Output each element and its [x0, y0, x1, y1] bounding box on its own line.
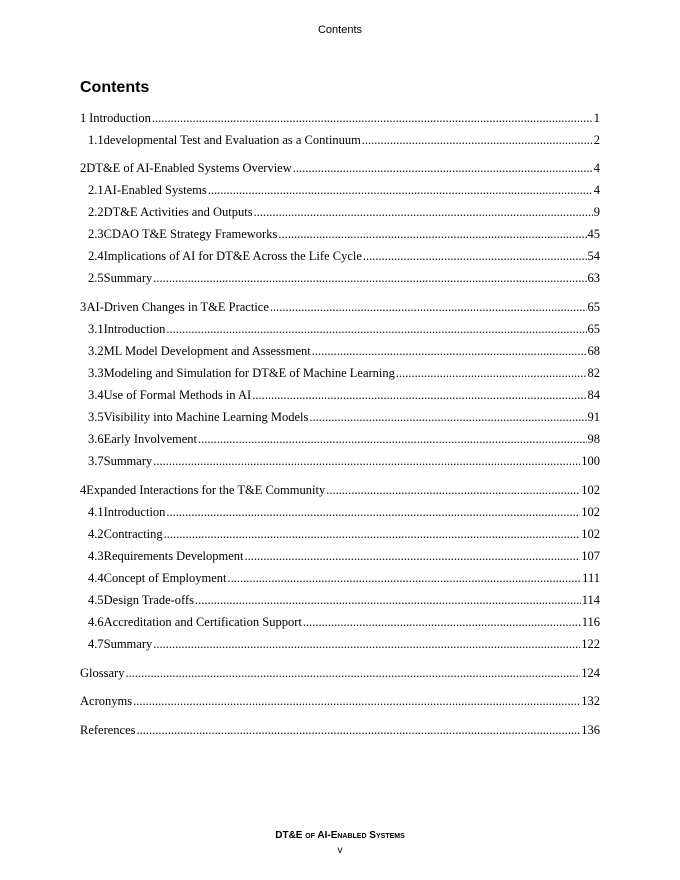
dot-leader [363, 249, 587, 264]
toc-entry-page: 102 [581, 483, 600, 497]
dot-leader [133, 694, 580, 709]
dot-leader [245, 549, 581, 564]
toc-entry-number: 2.1 [88, 183, 104, 197]
toc-entry-number: 3.1 [88, 322, 104, 336]
toc-entry-page: 132 [581, 694, 600, 708]
toc-entry-4-4[interactable] [88, 571, 600, 587]
dot-leader [309, 410, 586, 425]
toc-entry-label: Contracting [103, 527, 163, 541]
toc-entry-3-3[interactable] [88, 366, 600, 382]
toc-entry-2-2[interactable] [88, 205, 600, 221]
dot-leader [293, 161, 593, 176]
toc-entry-number: 2 [80, 161, 87, 175]
toc-entry-2-1[interactable] [88, 183, 600, 199]
toc-entry-page: 9 [593, 205, 600, 219]
toc-entry-label: Summary [103, 637, 153, 651]
toc-entry-number: 3.3 [88, 366, 104, 380]
toc-entry-number: 3.5 [88, 410, 104, 424]
toc-entry-number: 3.4 [88, 388, 104, 402]
toc-entry-3-1[interactable] [88, 322, 600, 338]
dot-leader [153, 271, 586, 286]
toc-entry-page: 102 [581, 527, 600, 541]
toc-entry-page: 82 [587, 366, 600, 380]
toc-entry-page: 4 [593, 161, 600, 175]
toc-entry-label: References [80, 723, 136, 737]
dot-leader [195, 593, 581, 608]
dot-leader [362, 133, 593, 148]
toc-entry-label: DT&E of AI-Enabled Systems Overview [86, 161, 292, 175]
toc-entry-label: Summary [103, 271, 153, 285]
toc-entry-page: 65 [587, 322, 600, 336]
toc-entry-number: 1.1 [88, 133, 104, 147]
toc-entry-label: CDAO T&E Strategy Frameworks [103, 227, 278, 241]
toc-entry-4[interactable] [80, 483, 600, 499]
toc-entry-number: 3.2 [88, 344, 104, 358]
dot-leader [303, 615, 581, 630]
toc-entry-references[interactable] [80, 723, 600, 739]
dot-leader [153, 637, 580, 652]
toc-entry-number: 4.5 [88, 593, 104, 607]
toc-entry-4-5[interactable] [88, 593, 600, 609]
toc-entry-label: developmental Test and Evaluation as a Continuum [103, 133, 361, 147]
dot-leader [153, 454, 580, 469]
toc-entry-glossary[interactable] [80, 666, 600, 682]
toc-entry-number: 4.7 [88, 637, 104, 651]
toc-entry-3-5[interactable] [88, 410, 600, 426]
toc-entry-page: 107 [581, 549, 600, 563]
running-header: Contents [317, 24, 363, 36]
toc-entry-3[interactable] [80, 300, 600, 316]
toc-entry-page: 114 [581, 593, 600, 607]
toc-entry-number: 4.2 [88, 527, 104, 541]
toc-entry-label: Accreditation and Certification Support [103, 615, 302, 629]
toc-entry-page: 54 [587, 249, 600, 263]
toc-entry-label: Implications of AI for DT&E Across the Life Cycle [103, 249, 362, 263]
toc-entry-page: 122 [581, 637, 600, 651]
dot-leader [278, 227, 586, 242]
toc-entry-number: 4.1 [88, 505, 104, 519]
toc-entry-page: 65 [587, 300, 600, 314]
dot-leader [326, 483, 580, 498]
toc-entry-page: 68 [587, 344, 600, 358]
toc-entry-label: Use of Formal Methods in AI [103, 388, 252, 402]
toc-entry-label: Introduction [103, 322, 166, 336]
toc-entry-1-1[interactable] [88, 133, 600, 149]
dot-leader [166, 505, 580, 520]
toc-entry-number: 1 [80, 111, 87, 125]
toc-entry-number: 3 [80, 300, 87, 314]
toc-entry-number: 2.5 [88, 271, 104, 285]
dot-leader [164, 527, 581, 542]
toc-entry-page: 100 [581, 454, 600, 468]
toc-entry-3-4[interactable] [88, 388, 600, 404]
dot-leader [208, 183, 593, 198]
toc-entry-4-1[interactable] [88, 505, 600, 521]
toc-entry-acronyms[interactable] [80, 694, 600, 710]
page-title: Contents [80, 79, 150, 96]
toc-entry-number: 2.4 [88, 249, 104, 263]
page-number: v [337, 845, 343, 856]
toc-entry-3-6[interactable] [88, 432, 600, 448]
toc-entry-number: 4.3 [88, 549, 104, 563]
toc-entry-1[interactable] [80, 111, 600, 127]
toc-entry-number: 4 [80, 483, 87, 497]
toc-entry-number: 3.7 [88, 454, 104, 468]
toc-entry-3-2[interactable] [88, 344, 600, 360]
toc-entry-label: DT&E Activities and Outputs [103, 205, 253, 219]
toc-entry-page: 124 [581, 666, 600, 680]
toc-entry-label: Glossary [80, 666, 125, 680]
dot-leader [254, 205, 593, 220]
toc-entry-page: 91 [587, 410, 600, 424]
toc-entry-label: AI-Driven Changes in T&E Practice [86, 300, 269, 314]
toc-entry-2-4[interactable] [88, 249, 600, 265]
toc-entry-page: 116 [581, 615, 600, 629]
dot-leader [396, 366, 587, 381]
toc-entry-2[interactable] [80, 161, 600, 177]
toc-entry-label: ML Model Development and Assessment [103, 344, 311, 358]
toc-entry-number: 4.6 [88, 615, 104, 629]
dot-leader [312, 344, 587, 359]
toc-entry-number: 2.3 [88, 227, 104, 241]
toc-entry-label: Expanded Interactions for the T&E Community [86, 483, 326, 497]
dot-leader [166, 322, 586, 337]
dot-leader [198, 432, 587, 447]
toc-entry-label: Modeling and Simulation for DT&E of Machine Learning [103, 366, 395, 380]
toc-entry-page: 136 [581, 723, 600, 737]
toc-entry-page: 84 [587, 388, 600, 402]
dot-leader [152, 111, 593, 126]
toc-entry-label: AI-Enabled Systems [103, 183, 207, 197]
dot-leader [137, 723, 581, 738]
toc-entry-page: 98 [587, 432, 600, 446]
toc-entry-2-3[interactable] [88, 227, 600, 243]
toc-entry-label: Acronyms [80, 694, 133, 708]
dot-leader [228, 571, 582, 586]
toc-entry-number: 4.4 [88, 571, 104, 585]
toc-entry-label: Requirements Development [103, 549, 244, 563]
toc-entry-page: 63 [587, 271, 600, 285]
toc-entry-label: Introduction [103, 505, 166, 519]
toc-entry-number: 3.6 [88, 432, 104, 446]
toc-entry-label: Introduction [89, 111, 151, 125]
toc-entry-2-5[interactable] [88, 271, 600, 287]
toc-entry-label: Summary [103, 454, 153, 468]
toc-entry-4-6[interactable] [88, 615, 600, 631]
toc-entry-label: Concept of Employment [103, 571, 227, 585]
toc-entry-label: Early Involvement [103, 432, 197, 446]
toc-entry-number: 2.2 [88, 205, 104, 219]
running-footer-title: DT&E of AI-Enabled Systems [275, 830, 405, 841]
toc-entry-3-7[interactable] [88, 454, 600, 470]
toc-entry-page: 2 [593, 133, 600, 147]
toc-entry-page: 1 [593, 111, 600, 125]
toc-entry-4-2[interactable] [88, 527, 600, 543]
toc-entry-page: 102 [581, 505, 600, 519]
toc-entry-label: Design Trade-offs [103, 593, 195, 607]
toc-entry-page: 111 [582, 571, 600, 585]
toc-entry-page: 45 [587, 227, 600, 241]
toc-entry-label: Visibility into Machine Learning Models [103, 410, 309, 424]
dot-leader [125, 666, 580, 681]
toc-entry-4-3[interactable] [88, 549, 600, 565]
dot-leader [270, 300, 587, 315]
dot-leader [252, 388, 586, 403]
toc-entry-page: 4 [593, 183, 600, 197]
toc-entry-4-7[interactable] [88, 637, 600, 653]
